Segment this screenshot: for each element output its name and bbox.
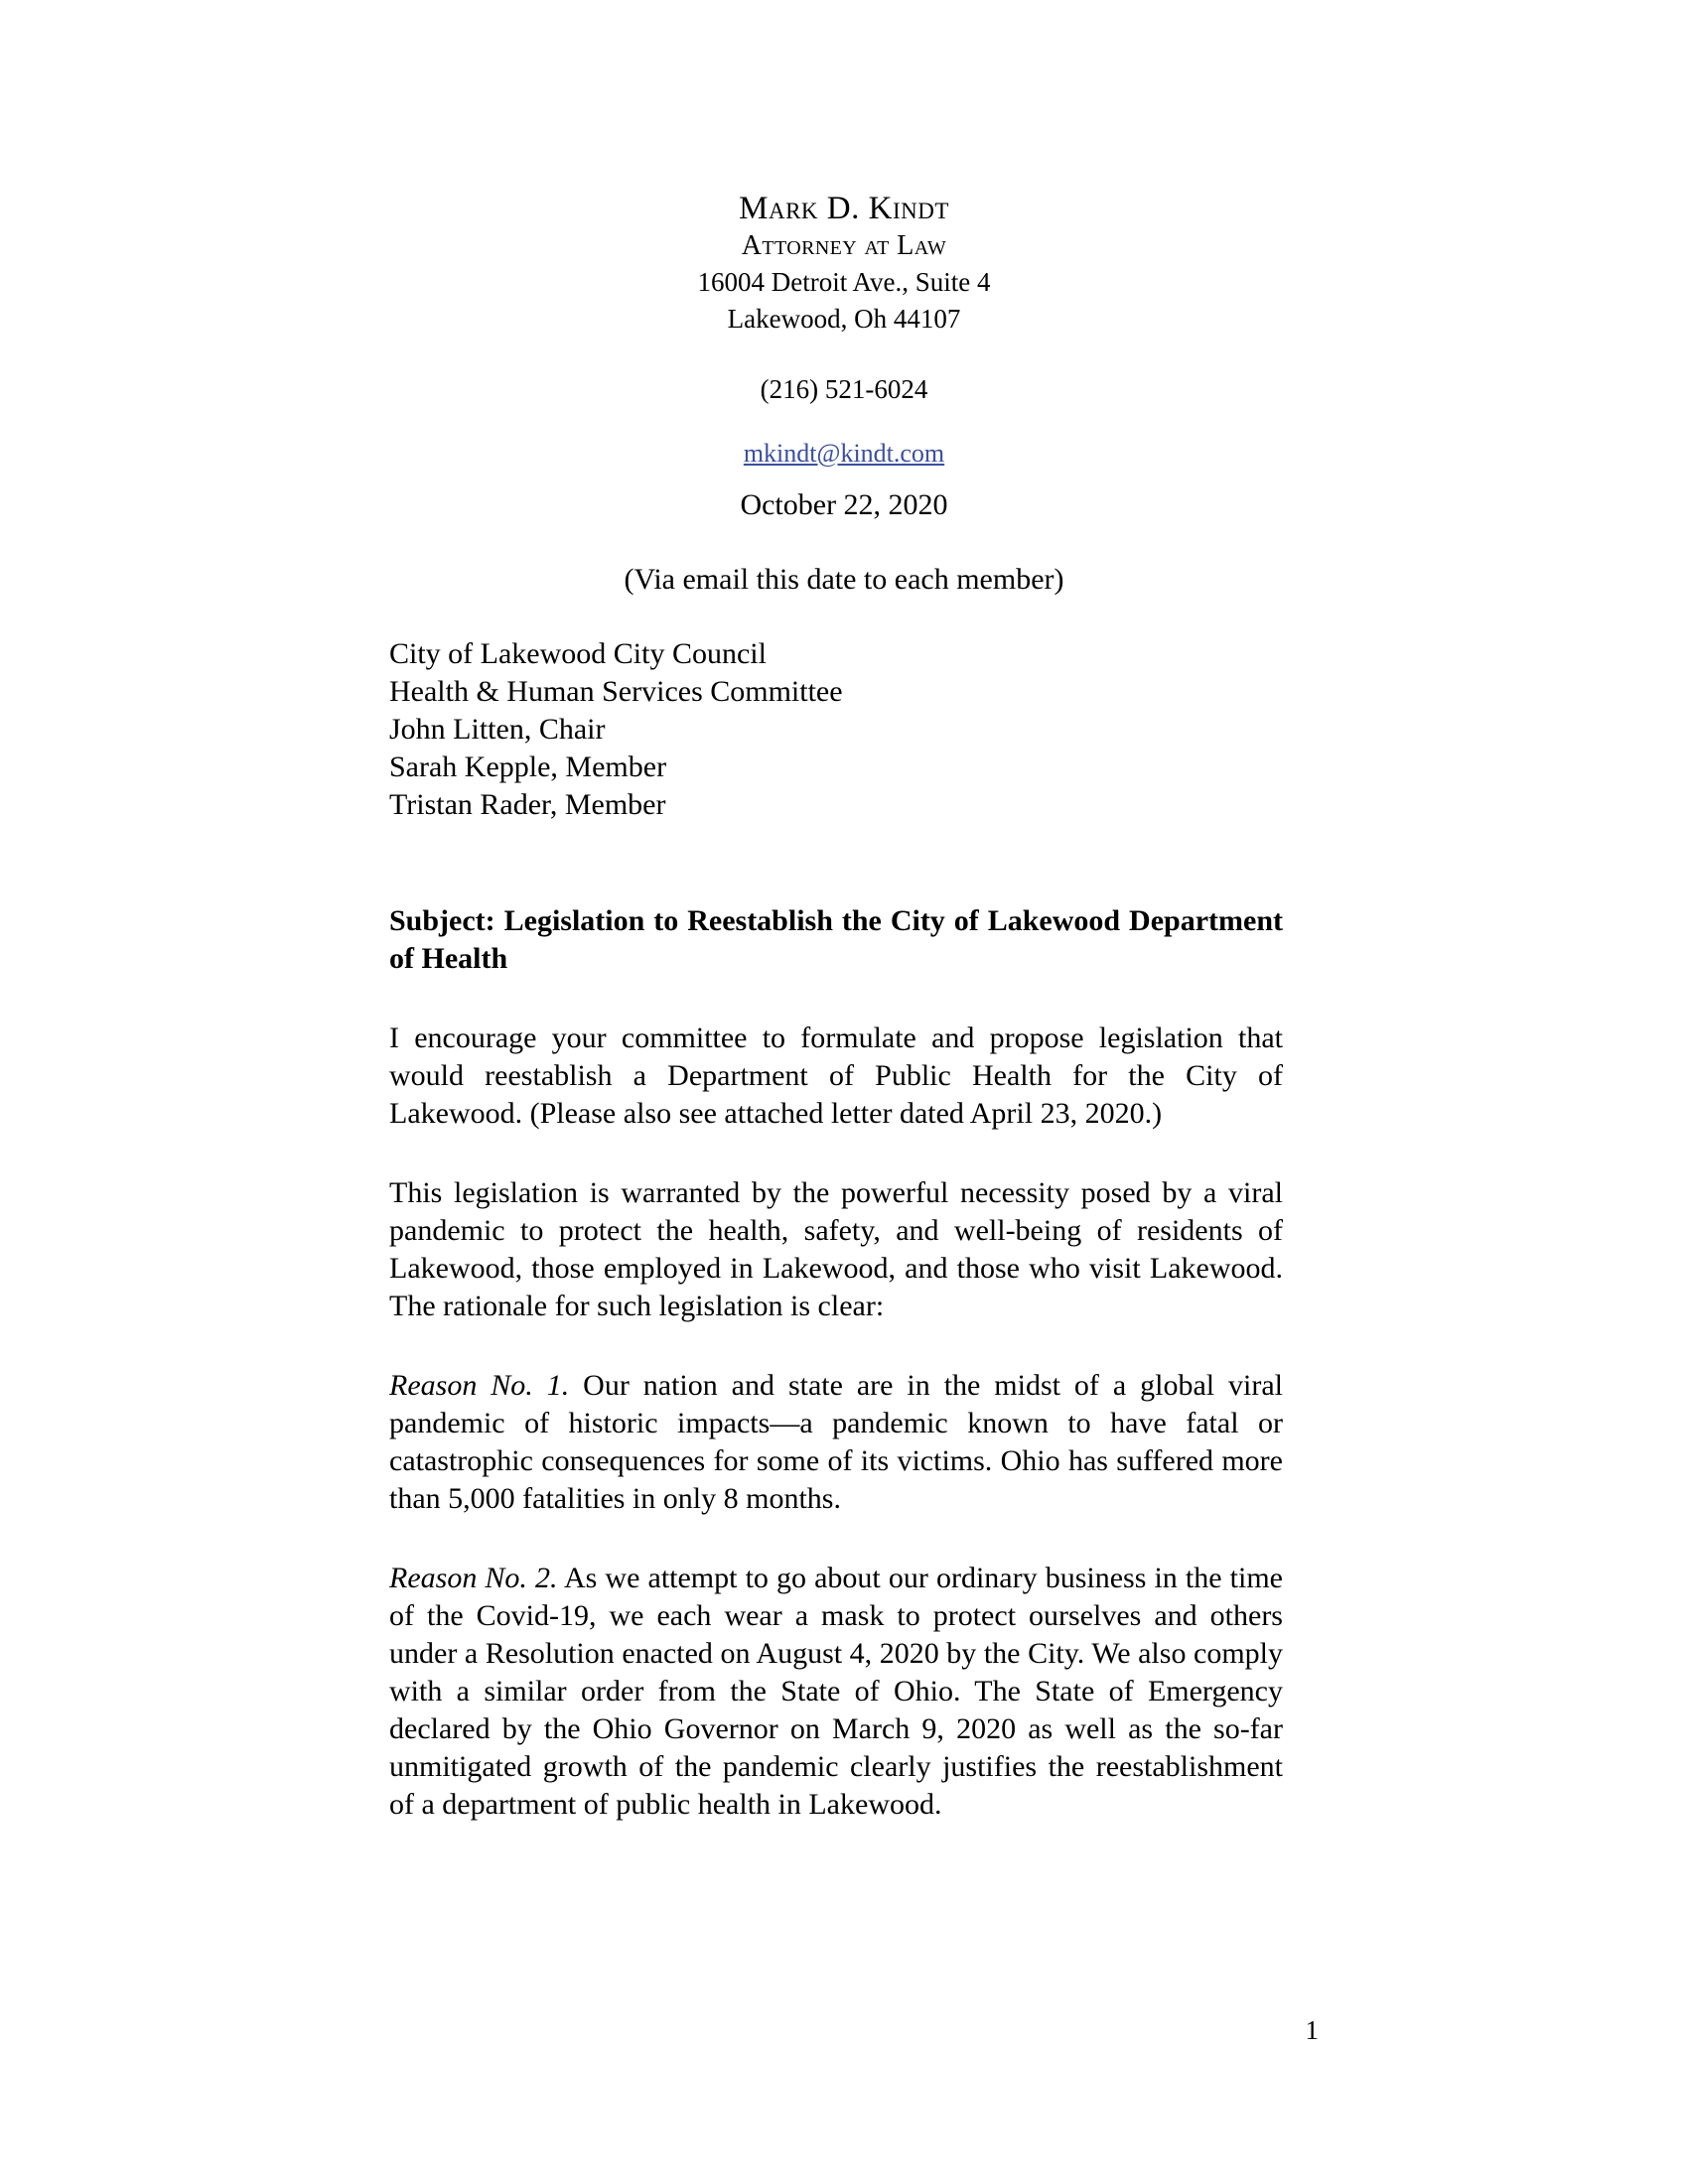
recipient-line: John Litten, Chair: [389, 713, 606, 746]
address-line-1: 16004 Detroit Ave., Suite 4: [697, 267, 991, 297]
paragraph-2: [389, 1174, 1283, 1325]
paragraph-1-text: I encourage your committee to formulate and propose legislation that would reestablish a Department of Public Health for the City of Lakewood. (Please also see attached letter dated April 23, 2020.): [389, 1022, 1283, 1130]
recipient-block: [389, 635, 1283, 824]
reason-1-label: Reason No. 1.: [389, 1369, 570, 1402]
reason-1-text: Our nation and state are in the midst of a global viral pandemic of historic impacts—a pandemic known to have fatal or catastrophic consequences for some of its victims. Ohio has suffered more than 5,000 fatalities in only 8 months.: [389, 1369, 1284, 1515]
paragraph-1: [389, 1020, 1283, 1133]
paragraph-2-text: This legislation is warranted by the powerful necessity posed by a viral pandemic to protect the health, safety, and well-being of residents of Lakewood, those employed in Lakewood, and those who visit Lakewood. The rationale for such legislation is clear:: [389, 1176, 1283, 1322]
paragraph-reason-1: [389, 1367, 1283, 1518]
letter-date: October 22, 2020: [740, 488, 948, 521]
email-link[interactable]: mkindt@kindt.com: [743, 439, 945, 468]
recipient-line: City of Lakewood City Council: [389, 637, 767, 670]
paragraph-reason-2: [389, 1560, 1283, 1824]
recipient-line: Sarah Kepple, Member: [389, 751, 667, 783]
address-line-2: Lakewood, Oh 44107: [727, 304, 961, 334]
recipient-line: Health & Human Services Committee: [389, 675, 843, 708]
letterhead: [0, 189, 1688, 471]
firm-name: Mark D. Kindt: [739, 191, 949, 226]
phone-number: (216) 521-6024: [760, 374, 928, 404]
reason-2-text: As we attempt to go about our ordinary business in the time of the Covid-19, we each wear a mask to protect ourselves and others under a Resolution enacted on August 4, 2020 by the City. We also comply with a similar order from the State of Ohio. The State of Emergency declared by the Ohio Governor on March 9, 2020 as well as the so-far unmitigated growth of the pandemic clearly justifies the reestablishment of a department of public health in Lakewood.: [389, 1562, 1283, 1821]
reason-2-label: Reason No. 2.: [389, 1562, 558, 1594]
letterhead-spacer-2: [0, 407, 1688, 437]
subject-heading: Subject: Legislation to Reestablish the City of Lakewood Department of Health: [389, 904, 1283, 975]
letterhead-spacer: [0, 338, 1688, 371]
firm-role: Attorney at Law: [741, 230, 947, 261]
letter-body: [389, 635, 1283, 1824]
page-number: 1: [1305, 2015, 1319, 2045]
recipient-line: Tristan Rader, Member: [389, 788, 666, 821]
delivery-note: (Via email this date to each member): [624, 563, 1064, 596]
